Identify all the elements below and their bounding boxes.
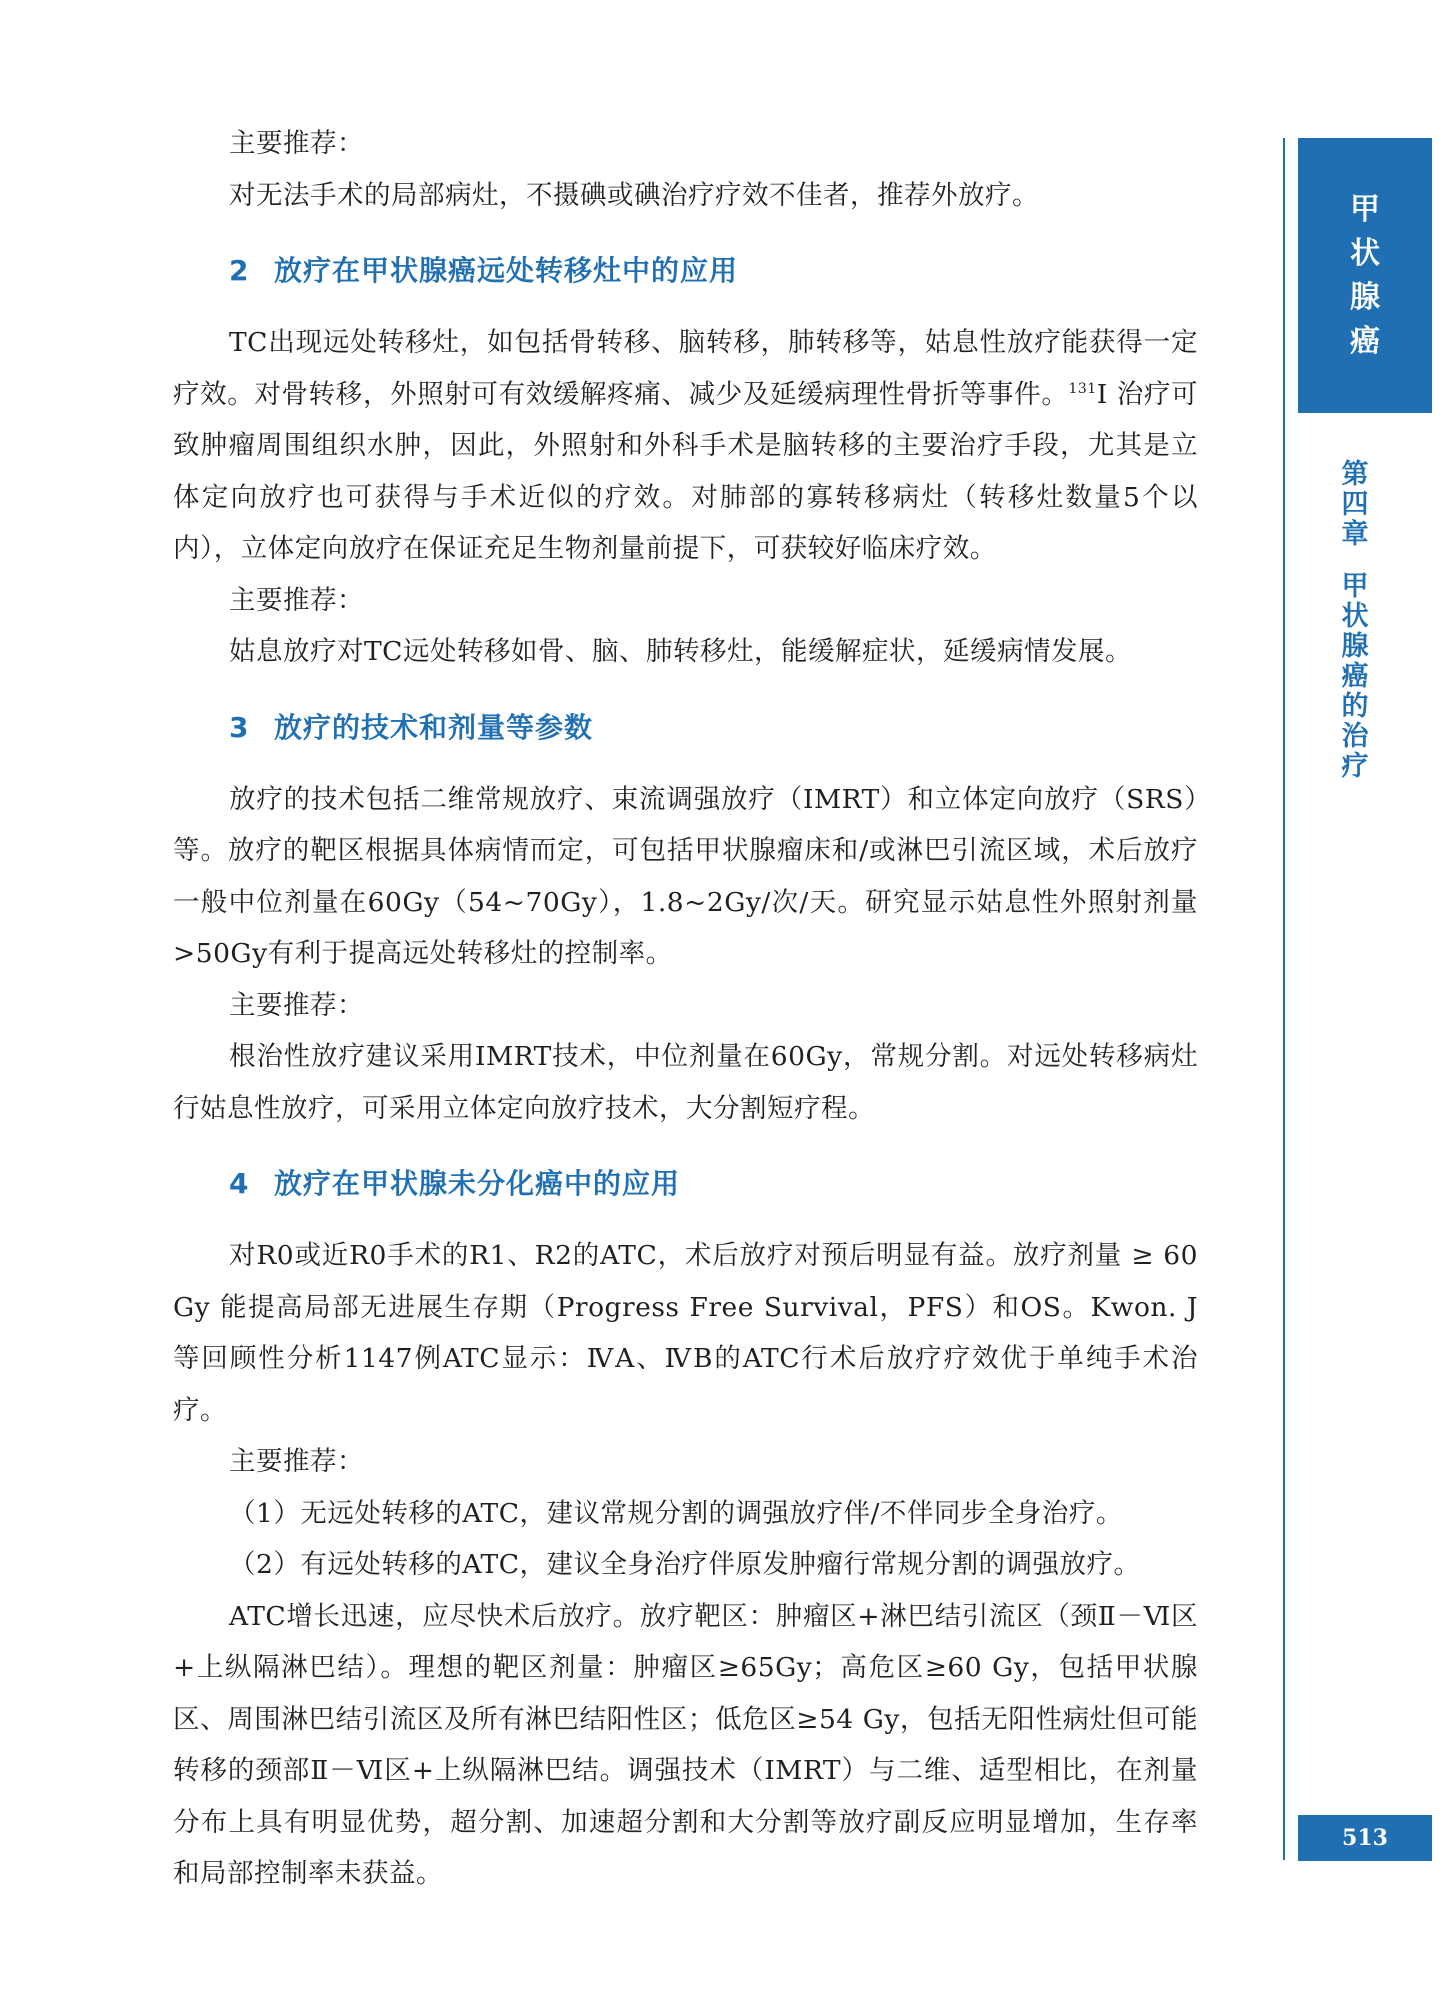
chapter-char: 状 — [1341, 601, 1369, 632]
paragraph: 姑息放疗对TC远处转移如骨、脑、肺转移灶，能缓解症状，延缓病情发展。 — [229, 636, 1132, 667]
chapter-char: 第 — [1341, 459, 1369, 490]
recommendation-label: 主要推荐： — [229, 989, 364, 1021]
chapter-char: 章 — [1341, 519, 1369, 550]
chapter-char: 疗 — [1341, 751, 1369, 782]
chapter-char: 的 — [1341, 691, 1369, 722]
superscript: 131 — [1068, 380, 1097, 397]
chapter-char: 治 — [1341, 721, 1369, 752]
recommendation-label: 主要推荐： — [229, 584, 364, 616]
recommendation-item: （1）无远处转移的ATC，建议常规分割的调强放疗伴/不伴同步全身治疗。 — [229, 1497, 1123, 1529]
paragraph: ATC增长迅速，应尽快术后放疗。放疗靶区：肿瘤区+淋巴结引流区（颈Ⅱ－Ⅵ区+上纵隔淋巴结）。理想的靶区剂量：肿瘤区≥65Gy；高危区≥60 Gy，包括甲状腺区、周围淋巴结引流区及所有淋巴结阳性区；低危区≥54 Gy，包括无阳性病灶但可能转移的颈部Ⅱ－Ⅵ区+上纵隔淋巴结。调强技术（IMRT）与二维、适型相比，在剂量分布上具有明显优势，超分割、加速超分割和大分割等放疗副反应明显增加，生存率和局部控制率未获益。 — [173, 1600, 1198, 1889]
paragraph: 对无法手术的局部病灶，不摄碘或碘治疗疗效不佳者，推荐外放疗。 — [229, 179, 1039, 211]
recommendation-item: （2）有远处转移的ATC，建议全身治疗伴原发肿瘤行常规分割的调强放疗。 — [229, 1549, 1141, 1580]
section-heading-3 — [173, 698, 1198, 758]
section-heading-2 — [173, 241, 1198, 301]
chapter-char: 甲 — [1341, 571, 1369, 602]
chapter-char: 四 — [1341, 489, 1369, 520]
side-tab-char: 甲 — [1350, 191, 1380, 227]
section-number: 2 — [229, 254, 250, 287]
chapter-char: 癌 — [1341, 661, 1369, 692]
section-title: 放疗的技术和剂量等参数 — [274, 710, 594, 744]
side-tab — [1298, 138, 1432, 413]
paragraph: 根治性放疗建议采用IMRT技术，中位剂量在60Gy，常规分割。对远处转移病灶行姑息性放疗，可采用立体定向放疗技术，大分割短疗程。 — [173, 1041, 1198, 1124]
section-title: 放疗在甲状腺未分化癌中的应用 — [274, 1167, 681, 1200]
section-number: 3 — [229, 710, 250, 744]
paragraph: 放疗的技术包括二维常规放疗、束流调强放疗（IMRT）和立体定向放疗（SRS）等。放疗的靶区根据具体病情而定，可包括甲状腺瘤床和/或淋巴引流区域，术后放疗一般中位剂量在60Gy（54~70Gy），1.8~2Gy/次/天。研究显示姑息性外照射剂量>50Gy有利于提高远处转移灶的控制率。 — [173, 783, 1198, 969]
side-tab-char: 癌 — [1350, 323, 1380, 359]
side-tab-char: 状 — [1350, 235, 1380, 271]
section-heading-4 — [173, 1154, 1198, 1214]
section-number: 4 — [229, 1167, 250, 1200]
side-tab-char: 腺 — [1350, 279, 1380, 315]
chapter-char: 腺 — [1341, 631, 1369, 662]
recommendation-label: 主要推荐： — [229, 1446, 364, 1477]
section-title: 放疗在甲状腺癌远处转移灶中的应用 — [274, 254, 739, 287]
page-body — [173, 118, 1198, 1900]
page-number: 513 — [1298, 1815, 1432, 1861]
paragraph: 对R0或近R0手术的R1、R2的ATC，术后放疗对预后明显有益。放疗剂量 ≥ 60 Gy 能提高局部无进展生存期（Progress Free Survival，PFS）和OS。Kwon. J等回顾性分析1147例ATC显示：ⅣA、ⅣB的ATC行术后放疗疗效优于单纯手术治疗。 — [173, 1240, 1198, 1426]
paragraph: TC出现远处转移灶，如包括骨转移、脑转移，肺转移等，姑息性放疗能获得一定疗效。对骨转移，外照射可有效缓解疼痛、减少及延缓病理性骨折等事件。$^{131}$I 治疗可致肿瘤周围组织水肿，因此，外照射和外科手术是脑转移的主要治疗手段，尤其是立体定向放疗也可获得与手术近似的疗效。对肺部的寡转移病灶（转移灶数量5个以内），立体定向放疗在保证充足生物剂量前提下，可获较好临床疗效。 — [173, 327, 1198, 564]
chapter-label — [1320, 460, 1390, 782]
recommendation-label: 主要推荐： — [229, 128, 364, 159]
margin-rule — [1283, 138, 1285, 1860]
